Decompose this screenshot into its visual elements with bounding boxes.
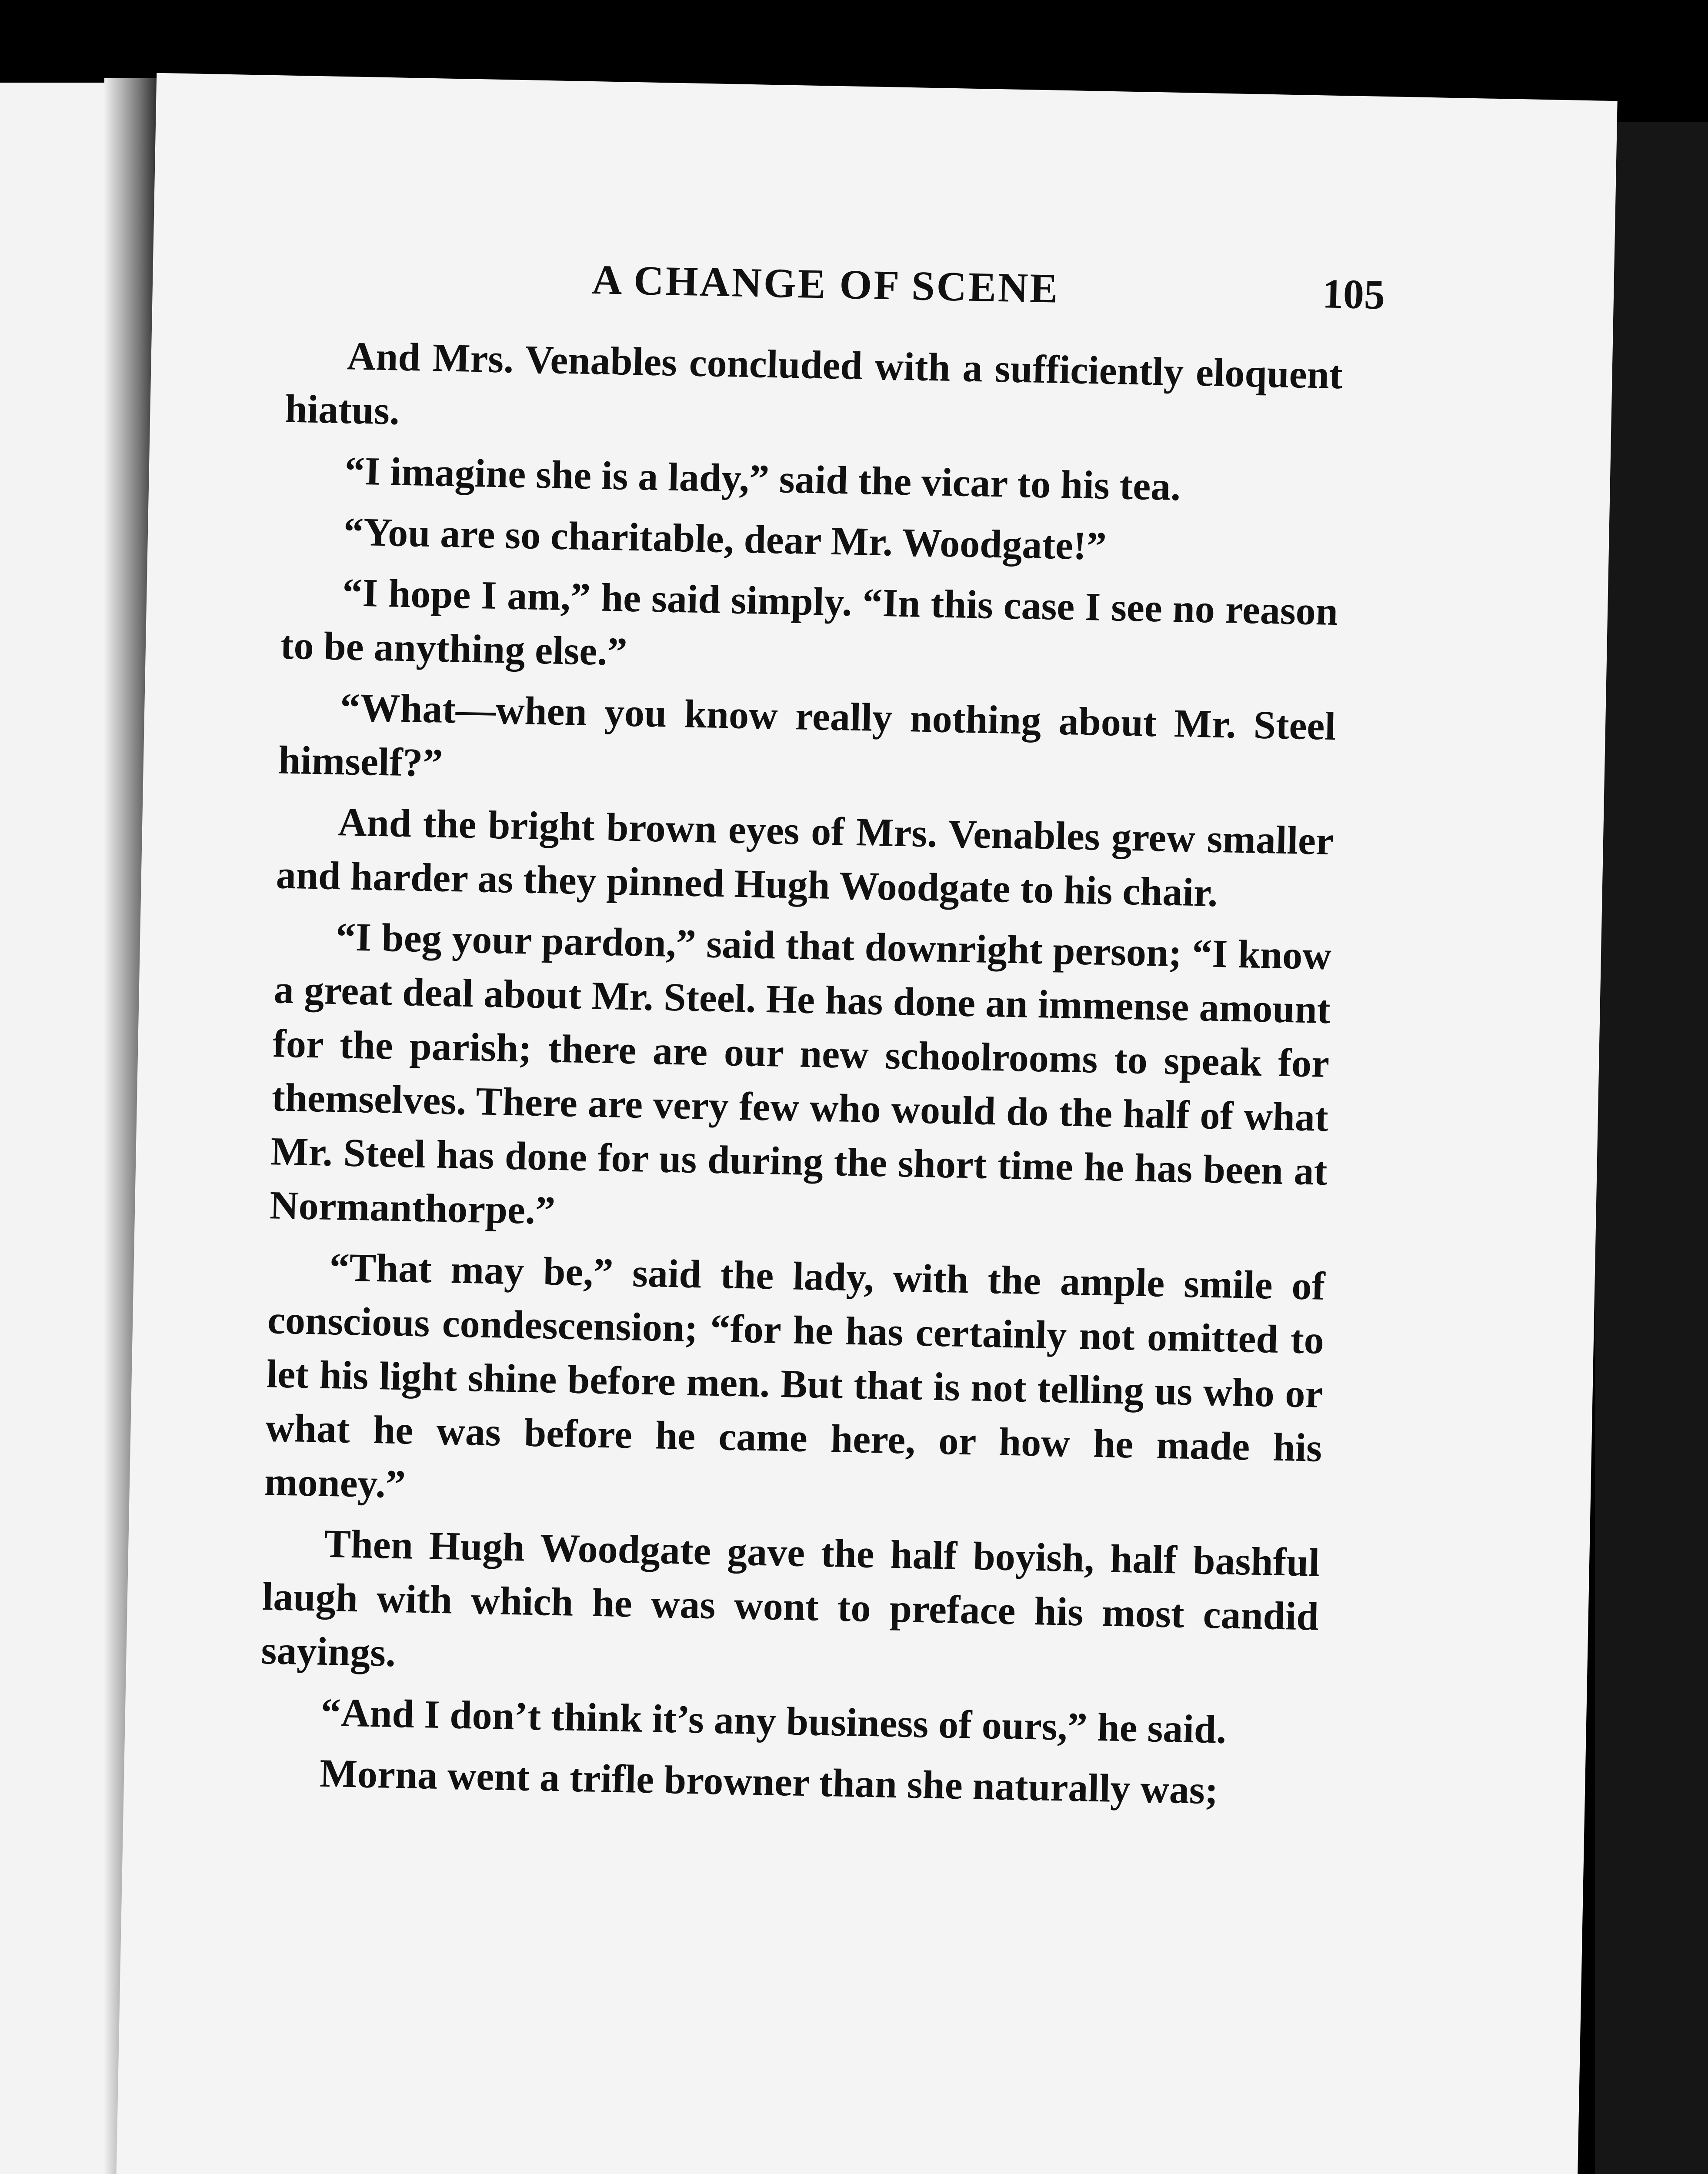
body-text: [258, 328, 1343, 1826]
paragraph: “I imagine she is a lady,” said the vicar to his tea.: [344, 448, 1181, 509]
paragraph: “What—when you know really nothing about Mr. Steel himself?”: [278, 685, 1336, 785]
page-edge: [1595, 122, 1708, 2174]
book-page: [112, 73, 1617, 2174]
page-number: 105: [1322, 270, 1386, 318]
paragraph: Morna went a trifle browner than she naturally was;: [319, 1751, 1219, 1813]
running-head: A CHANGE OF SCENE: [591, 256, 1060, 312]
paragraph: “You are so charitable, dear Mr. Woodgate!”: [343, 509, 1107, 568]
paragraph: “That may be,” said the lady, with the ample smile of conscious condescension; “for he has certainly not omitted to let his light shine before men. But that is not telling us who or what he was before he came here, or how he made his money.”: [264, 1244, 1326, 1507]
paragraph: And Mrs. Venables concluded with a sufficiently eloquent hiatus.: [284, 333, 1343, 433]
paragraph: “I beg your pardon,” said that downright person; “I know a great deal about Mr. Steel. He has done an immense amount for the parish; there are our new schoolrooms to speak for themselves. There are very few who would do the half of what Mr. Steel has done for us during the short time he has been at Normanthorpe.”: [269, 914, 1332, 1233]
paragraph: “And I don’t think it’s any business of ours,” he said.: [320, 1690, 1227, 1752]
paragraph: And the bright brown eyes of Mrs. Venables grew smaller and harder as they pinned Hugh Woodgate to his chair.: [275, 800, 1334, 915]
paragraph: “I hope I am,” he said simply. “In this case I see no reason to be anything else.”: [280, 570, 1339, 674]
paragraph: Then Hugh Woodgate gave the half boyish, half bashful laugh with which he was wont to preface his most candid sayings.: [260, 1521, 1321, 1675]
